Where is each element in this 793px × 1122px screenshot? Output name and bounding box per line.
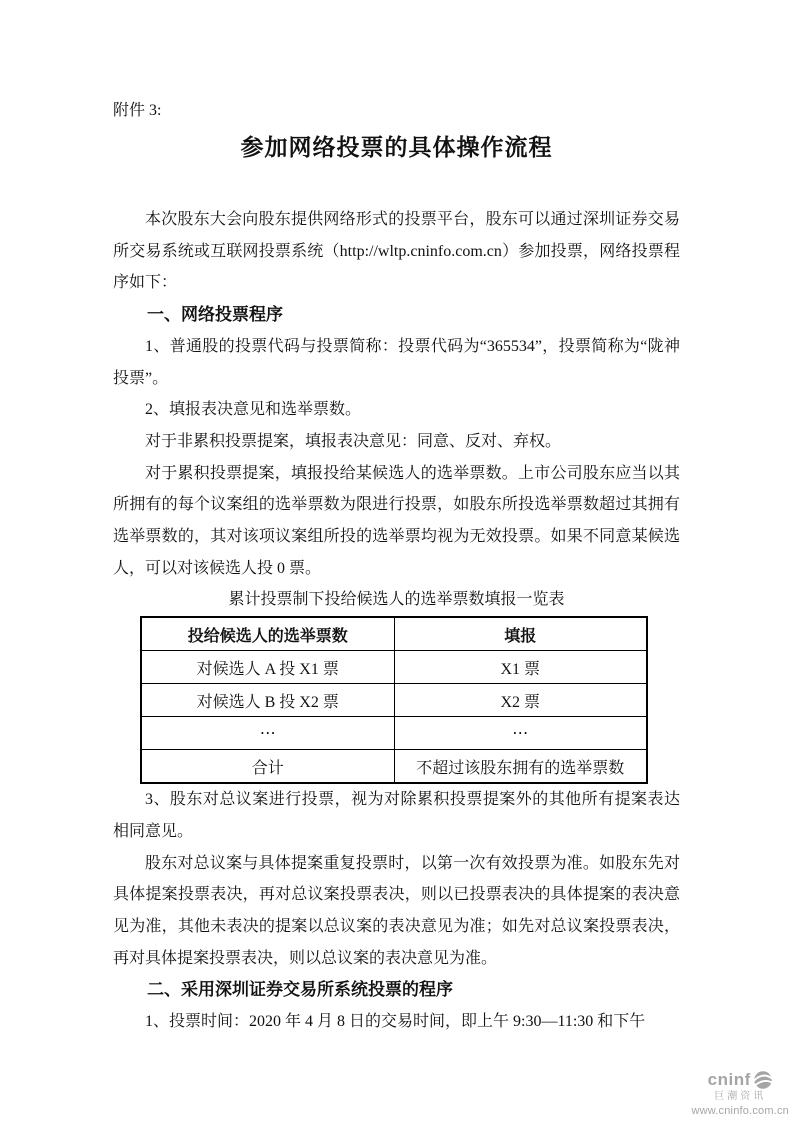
table-cell: 对候选人 A 投 X1 票 <box>141 651 394 684</box>
table-cell: ⋯ <box>141 717 394 750</box>
paragraph-voting-time: 1、投票时间：2020 年 4 月 8 日的交易时间，即上午 9:30—11:30 和下午 <box>145 1013 646 1031</box>
cninfo-logo-text: cninf <box>707 1069 751 1089</box>
table-row <box>141 750 647 784</box>
table-cell: 不超过该股东拥有的选举票数 <box>394 750 647 784</box>
intro-paragraph: 本次股东大会向股东提供网络形式的投票平台，股东可以通过深圳证券交易所交易系统或互联网投票系统（http://wltp.cninfo.com.cn）参加投票，网络投票程序如下： <box>113 211 680 292</box>
table-cell: ⋯ <box>394 717 647 750</box>
paragraph-general-proposal: 3、股东对总议案进行投票，视为对除累积投票提案外的其他所有提案表达相同意见。 <box>113 791 680 840</box>
paragraph-non-cumulative: 对于非累积投票提案，填报表决意见：同意、反对、弃权。 <box>145 432 562 450</box>
cumulative-voting-table <box>140 616 648 784</box>
table-header-cell: 投给候选人的选举票数 <box>141 617 394 651</box>
paragraph-cumulative: 对于累积投票提案，填报投给某候选人的选举票数。上市公司股东应当以其所拥有的每个议案组的选举票数为限进行投票，如股东所投选举票数超过其拥有选举票数的，其对该项议案组所投的选举票均视为无效投票。如果不同意某候选人，可以对该候选人投 0 票。 <box>113 464 680 577</box>
cninfo-logo-chinese: 巨潮资讯 <box>714 1091 767 1102</box>
table-cell: X2 票 <box>394 684 647 717</box>
document-body <box>113 95 680 1038</box>
section-1-heading: 一、网络投票程序 <box>147 305 283 325</box>
cninfo-logo <box>691 1070 789 1117</box>
cninfo-logo-row <box>691 1070 789 1090</box>
attachment-label: 附件 3: <box>113 102 162 119</box>
page-title: 参加网络投票的具体操作流程 <box>240 134 553 160</box>
cninfo-swirl-icon <box>753 1070 773 1090</box>
table-caption: 累计投票制下投给候选人的选举票数填报一览表 <box>228 591 565 609</box>
table-cell: 合计 <box>141 750 394 784</box>
table-row <box>141 717 647 750</box>
section-2-heading: 二、采用深圳证券交易所系统投票的程序 <box>147 980 453 1000</box>
table-row <box>141 684 647 717</box>
paragraph-fill-opinions: 2、填报表决意见和选举票数。 <box>145 401 362 419</box>
table-cell: 对候选人 B 投 X2 票 <box>141 684 394 717</box>
table-header-cell: 填报 <box>394 617 647 651</box>
table-row <box>141 651 647 684</box>
table-cell: X1 票 <box>394 651 647 684</box>
table-header-row <box>141 617 647 651</box>
paragraph-vote-code: 1、普通股的投票代码与投票简称：投票代码为“365534”，投票简称为“陇神投票”。 <box>113 337 680 387</box>
cninfo-website-url: www.cninfo.com.cn <box>691 1105 789 1117</box>
paragraph-duplicate-voting: 股东对总议案与具体提案重复投票时，以第一次有效投票为准。如股东先对具体提案投票表决，再对总议案投票表决，则以已投票表决的具体提案的表决意见为准，其他未表决的提案以总议案的表决意见为准；如先对总议案投票表决，再对具体提案投票表决，则以总议案的表决意见为准。 <box>113 854 680 967</box>
